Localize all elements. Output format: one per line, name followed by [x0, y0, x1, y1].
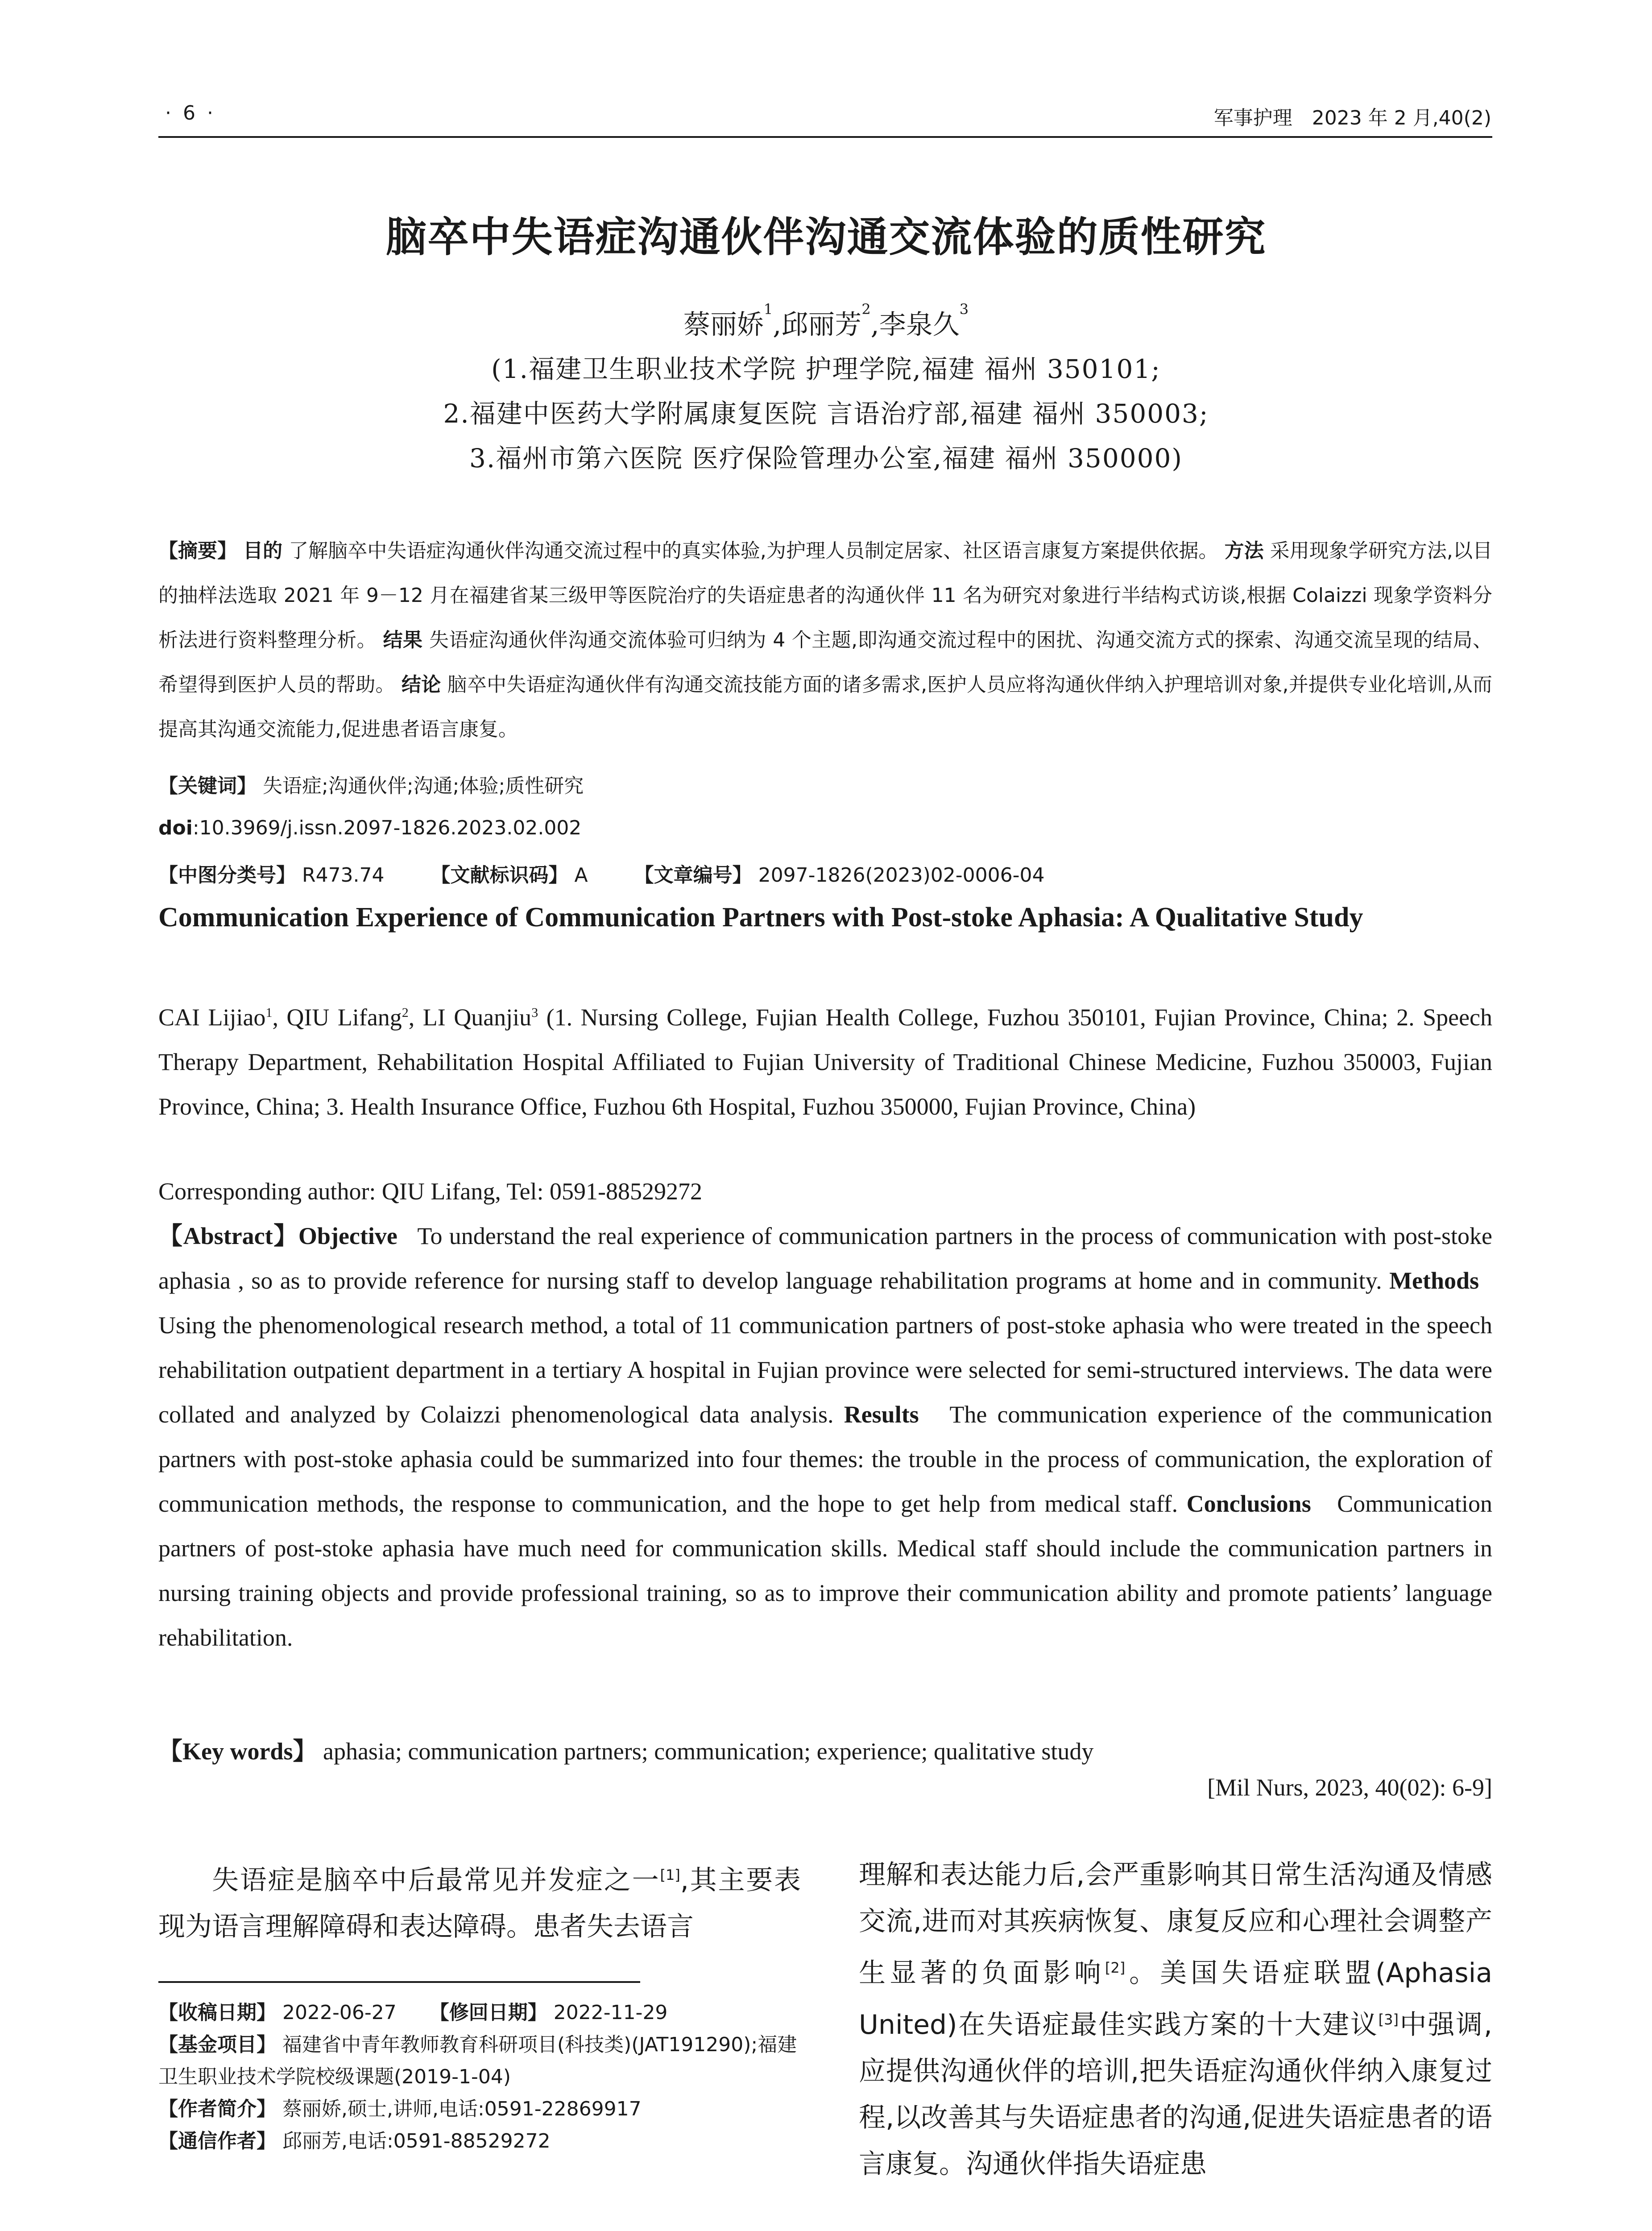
body-text: 失语症是脑卒中后最常见并发症之一 [212, 1865, 660, 1896]
body-text: 。美国失语症联盟(Aphasia United)在失语症最佳实践方案的十大建议 [859, 1957, 1493, 2040]
revised-date: 2022-11-29 [553, 2001, 668, 2024]
keywords-text: 失语症;沟通伙伴;沟通;体验;质性研究 [263, 775, 584, 797]
conclusions-text-en: Communication partners of post-stoke aphasia have much need for communication skills. Medical staff should include the communication partners in nursing training objects and provide professional training, so as to improve their communication ability and promote patients’ language rehabilitation. [158, 1490, 1493, 1651]
affiliation-line: 2.福建中医药大学附属康复医院 言语治疗部,福建 福州 350003; [443, 398, 1209, 429]
author-affil-mark: 1 [265, 1005, 273, 1020]
methods-label-en: Methods [1389, 1267, 1479, 1294]
reference-mark: [1] [660, 1866, 680, 1883]
doc-code-value: A [574, 864, 588, 887]
body-text: 中强调,应提供沟通伙伴的培训,把失语症沟通伙伴纳入康复过程,以改善其与失语症患者的沟通,促进失语症患者的语言康复。沟通伙伴指失语症患 [859, 2009, 1493, 2180]
objective-label-en: Objective [298, 1223, 397, 1249]
footnote-author [158, 2093, 810, 2125]
abstract-label-en: 【Abstract】 [158, 1223, 298, 1249]
doi-line [158, 817, 581, 839]
footnote-dates [158, 1997, 810, 2029]
received-label: 【收稿日期】 [158, 2001, 276, 2024]
objective-text-en: To understand the real experience of communication partners in the process of communication with post-stoke aphasia , so as to provide reference for nursing staff to develop language rehabilitation programs at home and in community. [158, 1223, 1492, 1294]
methods-text-en: Using the phenomenological research method, a total of 11 communication partners of post-stoke aphasia who were treated in the speech rehabilitation outpatient department in a tertiary A hospital in Fujian province were selected for semi-structured interviews. The data were collated and analyzed by Colaizzi phenomenological data analysis. [158, 1312, 1492, 1428]
received-date: 2022-06-27 [282, 2001, 397, 2024]
article-title: 脑卒中失语症沟通伙伴沟通交流体验的质性研究 [385, 213, 1267, 261]
doc-code-label: 【文献标识码】 [431, 864, 568, 887]
journal-info: 军事护理 2023 年 2 月,40(2) [1213, 107, 1491, 129]
results-text-en: The communication experience of the communication partners with post-stoke aphasia could be summarized into four themes: the trouble in the process of communication, the exploration of communication methods, the response to communication, and the hope to get help from medical staff. [158, 1401, 1493, 1517]
doi-label: doi [158, 817, 193, 839]
body-text: 理解和表达能力后,会严重影响其日常生活沟通及情感交流,进而对其疾病恢复、康复反应和心理社会调整产生显著的负面影响 [859, 1859, 1492, 1989]
author-name: 邱丽芳 [781, 309, 862, 340]
affiliation-line: (1.福建卫生职业技术学院 护理学院,福建 福州 350101; [491, 354, 1161, 384]
footnote-corresponding [158, 2125, 810, 2157]
clc-value: R473.74 [302, 864, 385, 887]
corresponding-label: 【通信作者】 [158, 2130, 276, 2152]
english-affiliations: (1. Nursing College, Fujian Health College, Fuzhou 350101, Fujian Province, China; 2. Speech Therapy Department, Rehabilitation Hospital Affiliated to Fujian University of Traditional Chinese Medicine, Fuzhou 350003, Fujian Province, China; 3. Health Insurance Office, Fuzhou 6th Hospital, Fuzhou 350000, Fujian Province, China) [158, 1004, 1492, 1120]
author-name-en: QIU Lifang [286, 1004, 402, 1031]
citation: [Mil Nurs, 2023, 40(02): 6-9] [1207, 1774, 1492, 1801]
conclusion-text: 脑卒中失语症沟通伙伴有沟通交流技能方面的诸多需求,医护人员应将沟通伙伴纳入护理培训对象,并提供专业化培训,从而提高其沟通交流能力,促进患者语言康复。 [158, 673, 1492, 741]
method-text: 采用现象学研究方法,以目的抽样法选取 2021 年 9－12 月在福建省某三级甲等医院治疗的失语症患者的沟通伙伴 11 名为研究对象进行半结构式访谈,根据 Colaizzi 现象学资料分析法进行资料整理分析。 [158, 539, 1492, 651]
english-authors: CAI Lijiao$^1$, QIU Lifang$^2$, LI Quanjiu$^3$ (1. Nursing College, Fujian Health College, Fuzhou 350101, Fujian Province, China; 2. Speech Therapy Department, Rehabilitation Hospital Affiliated to Fujian University of Traditional Chinese Medicine, Fuzhou 350003, Fujian Province, China; 3. Health Insurance Office, Fuzhou 6th Hospital, Fuzhou 350000, Fujian Province, China) [158, 1004, 1492, 1120]
corresponding-author-en: Corresponding author: QIU Lifang, Tel: 0591-88529272 [158, 1178, 703, 1205]
corresponding-text: 邱丽芳,电话:0591-88529272 [282, 2130, 551, 2152]
author-list: 蔡丽娇$^1$,邱丽芳$^2$,李泉久$^3$ [683, 301, 969, 340]
result-label: 结果 [383, 629, 423, 651]
doi-value: :10.3969/j.issn.2097-1826.2023.02.002 [192, 817, 582, 839]
objective-label: 目的 [243, 539, 283, 562]
method-label: 方法 [1224, 539, 1264, 562]
objective-text: 了解脑卒中失语症沟通伙伴沟通交流过程中的真实体验,为护理人员制定居家、社区语言康复方案提供依据。 [289, 539, 1218, 562]
author-bio-label: 【作者简介】 [158, 2098, 276, 2120]
keywords-cn [158, 770, 584, 798]
affiliation-line: 3.福州市第六医院 医疗保险管理办公室,福建 福州 350000) [469, 443, 1183, 473]
fund-label: 【基金项目】 [158, 2033, 276, 2056]
author-name-en: LI Quanjiu [422, 1004, 532, 1031]
results-label-en: Results [844, 1401, 919, 1428]
author-affil-mark: 3 [531, 1005, 538, 1020]
clc-label: 【中图分类号】 [158, 864, 296, 887]
reference-mark: [3] [1378, 2011, 1399, 2028]
fund-text: 福建省中青年教师教育科研项目(科技类)(JAT191290);福建卫生职业技术学院校级课题(2019-1-04) [158, 2033, 797, 2088]
conclusion-label: 结论 [401, 673, 441, 696]
footnotes [158, 1997, 810, 2157]
author-affil-mark: 3 [959, 301, 969, 318]
revised-label: 【修回日期】 [429, 2001, 547, 2024]
keywords-label-en: 【Key words】 [158, 1738, 317, 1765]
author-name: 蔡丽娇 [683, 309, 764, 340]
author-affil-mark: 2 [861, 301, 871, 318]
abstract-cn [158, 529, 1492, 752]
body-left-column [158, 1852, 801, 1950]
body-text: ,其主要表现为语言理解障碍和表达障碍。患者失去语言 [158, 1865, 801, 1942]
reference-mark: [2] [1105, 1959, 1126, 1976]
author-affil-mark: 2 [402, 1005, 409, 1020]
keywords-text-en: aphasia; communication partners; communication; experience; qualitative study [323, 1738, 1094, 1765]
abstract-label: 【摘要】 [158, 539, 237, 562]
abstract-en [158, 1214, 1492, 1660]
footnote-rule [158, 1981, 640, 1983]
english-title: Communication Experience of Communication Partners with Post-stoke Aphasia: A Qualitative Study [158, 902, 1363, 933]
footnote-fund [158, 2029, 810, 2093]
body-right-column [859, 1852, 1492, 2187]
article-number-label: 【文章编号】 [634, 864, 752, 887]
article-number-value: 2097-1826(2023)02-0006-04 [758, 864, 1045, 887]
keywords-label: 【关键词】 [158, 775, 257, 797]
result-text: 失语症沟通伙伴沟通交流体验可归纳为 4 个主题,即沟通交流过程中的困扰、沟通交流方式的探索、沟通交流呈现的结局、希望得到医护人员的帮助。 [158, 629, 1492, 696]
page-number: · 6 · [165, 102, 216, 124]
header-rule [158, 136, 1492, 138]
author-name: 李泉久 [879, 309, 960, 340]
conclusions-label-en: Conclusions [1186, 1490, 1311, 1517]
keywords-en [158, 1729, 1492, 1774]
author-bio-text: 蔡丽娇,硕士,讲师,电话:0591-22869917 [282, 2098, 642, 2120]
classification-line [158, 859, 1045, 887]
author-name-en: CAI Lijiao [158, 1004, 266, 1031]
author-affil-mark: 1 [763, 301, 773, 318]
